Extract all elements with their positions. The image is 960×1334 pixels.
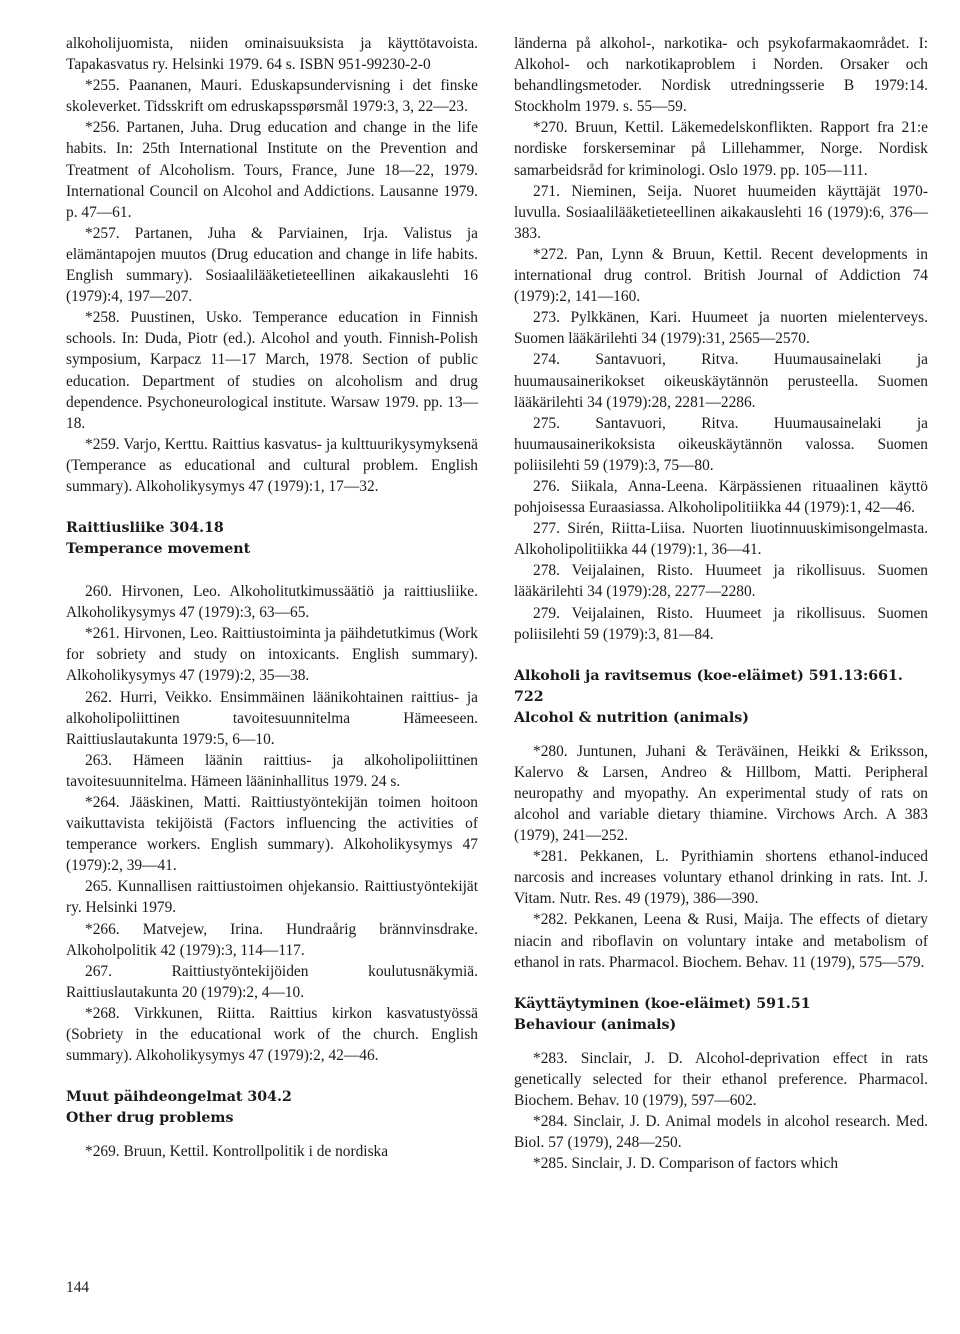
section-heading: Other drug problems [66, 1110, 234, 1127]
bibliography-entry: *256. Partanen, Juha. Drug education and change in the life habits. In: 25th International Institute on the Prevention and Treatment of Alcoholism. Tours, France, June 18—22, 1979. International Council on Alcohol and Addictions. Lausanne 1979. p. 47—61. [66, 119, 478, 221]
bibliography-entry: 279. Veijalainen, Risto. Huumeet ja rikollisuus. Suomen poliisilehti 59 (1979):3, 81—84. [514, 604, 928, 643]
spacer [66, 560, 478, 581]
entry-continuation: länderna på alkohol-, narkotika- och psykofarmakaområdet. I: Alkohol- och narkotikaproblem i Norden. Orsaker och behandlingsmetoder. Nordisk utredningsserie B 1979:14. Stockholm 1979. s. 55—59. [514, 35, 928, 116]
section-heading: Alkoholi ja ravitsemus (koe-eläimet) 591.13:661. 722 [514, 667, 903, 705]
spacer [66, 1129, 478, 1141]
left-column [66, 33, 478, 1162]
bibliography-entry: 274. Santavuori, Ritva. Huumausainelaki ja huumausainerikokset oikeuskäytännön perusteella. Suomen lääkärilehti 34 (1979):28, 2281—2286. [514, 351, 928, 411]
spacer [66, 1066, 478, 1087]
bibliography-entry: *269. Bruun, Kettil. Kontrollpolitik i de nordiska [85, 1143, 389, 1161]
bibliography-entry: *255. Paananen, Mauri. Eduskapsundervisning i det finske skoleverket. Tidsskrift om edruskapsspørsmål 1979:3, 3, 22—23. [66, 77, 478, 116]
bibliography-entry: *281. Pekkanen, L. Pyrithiamin shortens ethanol-induced narcosis and increases voluntary ethanol drinking in rats. Int. J. Vitam. Nutr. Res. 49 (1979), 386—390. [514, 848, 928, 908]
bibliography-entry: 260. Hirvonen, Leo. Alkoholitutkimussäätiö ja raittiusliike. Alkoholikysymys 47 (1979):3, 63—65. [66, 583, 478, 622]
spacer [514, 645, 928, 666]
bibliography-entry: *285. Sinclair, J. D. Comparison of factors which [533, 1155, 839, 1173]
entry-continuation: alkoholijuomista, niiden ominaisuuksista ja käyttötavoista. Tapakasvatus ry. Helsinki 1979. 64 s. ISBN 951-99230-2-0 [66, 35, 478, 74]
bibliography-entry: *257. Partanen, Juha & Parviainen, Irja. Valistus ja elämäntapojen muutos (Drug education and change in life habits. English summary). Sosiaalilääketieteellinen aikakauslehti 16 (1979):4, 197—207. [66, 224, 478, 306]
section-heading: Muut päihdeongelmat 304.2 [66, 1089, 292, 1106]
section-heading: Raittiusliike 304.18 [66, 520, 224, 537]
bibliography-entry: *283. Sinclair, J. D. Alcohol-deprivation effect in rats genetically selected for their ethanol preference. Pharmacol. Biochem. Behav. 10 (1979), 597—602. [514, 1049, 928, 1109]
bibliography-entry: *268. Virkkunen, Riitta. Raittius kirkon kasvatustyössä (Sobriety in the educational work of the church. English summary). Alkoholikysymys 47 (1979):2, 42—46. [66, 1004, 478, 1065]
section-heading: Behaviour (animals) [514, 1016, 677, 1033]
bibliography-entry: *280. Juntunen, Juhani & Teräväinen, Heikki & Eriksson, Kalervo & Larsen, Andreo & Hillbom, Matti. Peripheral neuropathy and myopathy. An experimental study of rats on alcohol and variable dietary thiamine. Virchows Arch. A 383 (1979), 241—252. [514, 742, 928, 845]
section-heading: Käyttäytyminen (koe-eläimet) 591.51 [514, 995, 811, 1012]
bibliography-entry: 265. Kunnallisen raittiustoimen ohjekansio. Raittiustyöntekijät ry. Helsinki 1979. [66, 878, 478, 917]
bibliography-entry: *270. Bruun, Kettil. Läkemedelskonflikten. Rapport fra 21:e nordiske forskerseminar på Lillehammer, Norge. Nordisk samarbeidsråd for kriminologi. Oslo 1979. pp. 105—111. [514, 119, 928, 179]
section-heading: Alcohol & nutrition (animals) [514, 709, 749, 726]
section-heading: Temperance movement [66, 541, 251, 558]
bibliography-entry: 275. Santavuori, Ritva. Huumausainelaki ja huumausainerikoksista oikeuskäytännön valossa. Suomen poliisilehti 59 (1979):3, 75—80. [514, 414, 928, 474]
bibliography-entry: 267. Raittiustyöntekijöiden koulutusnäkymiä. Raittiuslautakunta 20 (1979):2, 4—10. [66, 962, 478, 1001]
bibliography-entry: *264. Jääskinen, Matti. Raittiustyöntekijän toimen hoitoon vaikuttavista tekijöistä (Factors influencing the activities of temperance workers. English summary). Alkoholikysymys 47 (1979):2, 39—41. [66, 794, 478, 875]
bibliography-entry: *272. Pan, Lynn & Bruun, Kettil. Recent developments in international drug control. British Journal of Addiction 74 (1979):2, 141—160. [514, 245, 928, 306]
bibliography-entry: 273. Pylkkänen, Kari. Huumeet ja nuorten mielenterveys. Suomen lääkärilehti 34 (1979):31, 2565—2570. [514, 309, 928, 348]
page-number: 144 [66, 1279, 90, 1296]
bibliography-entry: *259. Varjo, Kerttu. Raittius kasvatus- ja kulttuurikysymyksenä (Temperance as educational and cultural problem. English summary). Alkoholikysymys 47 (1979):1, 17—32. [66, 435, 478, 495]
bibliography-entry: 277. Sirén, Riitta-Liisa. Nuorten liuotinnuuskimisongelmasta. Alkoholipolitiikka 44 (1979):1, 36—41. [514, 520, 928, 559]
bibliography-entry: *258. Puustinen, Usko. Temperance education in Finnish schools. In: Duda, Piotr (ed.). Alcohol and youth. Finnish-Polish symposium, Karpacz 11—17 March, 1978. Section of public education. Department of studies on alcoholism and drug dependence. Psychoneurological institute. Warsaw 1979. pp. 13—18. [66, 309, 478, 432]
spacer [514, 973, 928, 994]
bibliography-entry: *261. Hirvonen, Leo. Raittiustoiminta ja päihdetutkimus (Work for sobriety and study on intoxicants. English summary). Alkoholikysymys 47 (1979):2, 35—38. [66, 625, 478, 685]
bibliography-entry: 276. Siikala, Anna-Leena. Kärpässienen rituaalinen käyttö pohjoisessa Euraasiassa. Alkoholipolitiikka 44 (1979):1, 42—46. [514, 477, 928, 517]
bibliography-entry: *282. Pekkanen, Leena & Rusi, Maija. The effects of dietary niacin and riboflavin on voluntary intake and metabolism of ethanol in rats. Pharmacol. Biochem. Behav. 11 (1979), 575—579. [514, 911, 928, 971]
bibliography-entry: *266. Matvejew, Irina. Hundraårig brännvinsdrake. Alkoholpolitik 42 (1979):3, 114—117. [66, 920, 478, 959]
spacer [66, 497, 478, 518]
bibliography-entry: 262. Hurri, Veikko. Ensimmäinen läänikohtainen raittius- ja alkoholipoliittinen tavoitesuunnitelma Hämeeseen. Raittiuslautakunta 1979:5, 6—10. [66, 688, 478, 748]
bibliography-entry: 271. Nieminen, Seija. Nuoret huumeiden käyttäjät 1970-luvulla. Sosiaalilääketieteellinen aikakauslehti 16 (1979):6, 376—383. [514, 182, 928, 242]
bibliography-entry: 278. Veijalainen, Risto. Huumeet ja rikollisuus. Suomen lääkärilehti 34 (1979):28, 2277—2280. [514, 562, 928, 601]
spacer [514, 1036, 928, 1048]
bibliography-entry: 263. Hämeen läänin raittius- ja alkoholipoliittinen tavoitesuunnitelma. Hämeen lääninhallitus 1979. 24 s. [66, 751, 478, 790]
right-column [514, 33, 928, 1174]
spacer [514, 729, 928, 741]
bibliography-entry: *284. Sinclair, J. D. Animal models in alcohol research. Med. Biol. 57 (1979), 248—250. [514, 1113, 928, 1152]
